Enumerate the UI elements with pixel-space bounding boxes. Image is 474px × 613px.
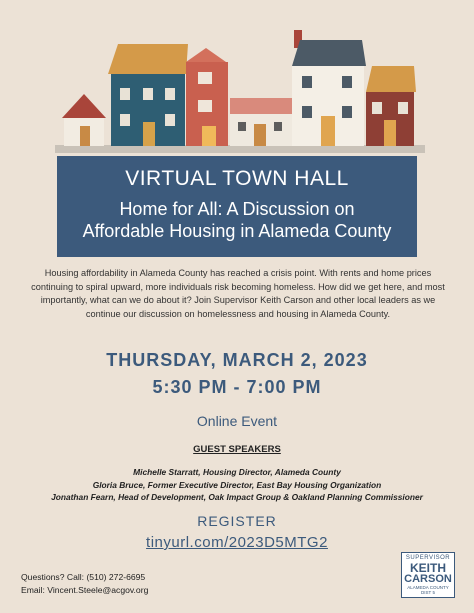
contact-phone: Questions? Call: (510) 272-6695 [21, 572, 146, 582]
guest-speakers-heading: GUEST SPEAKERS [193, 444, 281, 455]
intro-paragraph: Housing affordability in Alameda County has reached a crisis point. With rents and home prices continuing to spiral upward, more individuals risk becoming homeless. How did we get here, and most importantly, what can we do about it? Join Supervisor Keith Carson and other local leaders as we continue our discussion on homelessness and housing in Alameda County. [31, 268, 445, 319]
logo-line-1: SUPERVISOR [405, 555, 451, 561]
event-subtitle-line-2: Affordable Housing in Alameda County [82, 221, 392, 241]
speaker-item: Michelle Starratt, Housing Director, Alameda County [133, 467, 341, 477]
event-time: 5:30 PM - 7:00 PM [152, 377, 322, 397]
event-banner [57, 156, 417, 257]
event-subtitle-line-1: Home for All: A Discussion on [119, 199, 355, 219]
register-link[interactable]: tinyurl.com/2023D5MTG2 [146, 534, 328, 551]
register-label: REGISTER [197, 513, 277, 529]
speaker-item: Gloria Bruce, Former Executive Director, East Bay Housing Organization [92, 479, 382, 490]
speaker-item: Jonathan Fearn, Head of Development, Oak Impact Group & Oakland Planning Commissioner [51, 492, 423, 502]
event-date: THURSDAY, MARCH 2, 2023 [106, 350, 368, 370]
contact-info [21, 571, 148, 597]
contact-email: Email: Vincent.Steele@acgov.org [21, 585, 149, 595]
event-title: VIRTUAL TOWN HALL [125, 167, 349, 190]
logo-line-3: CARSON [404, 573, 452, 585]
logo-line-2: KEITH [410, 561, 446, 575]
logo-line-4: ALAMEDA COUNTY DIST 5 [407, 585, 449, 595]
event-format: Online Event [196, 413, 278, 429]
houses-illustration [0, 0, 474, 160]
speaker-list [0, 466, 474, 504]
supervisor-logo [401, 552, 455, 598]
